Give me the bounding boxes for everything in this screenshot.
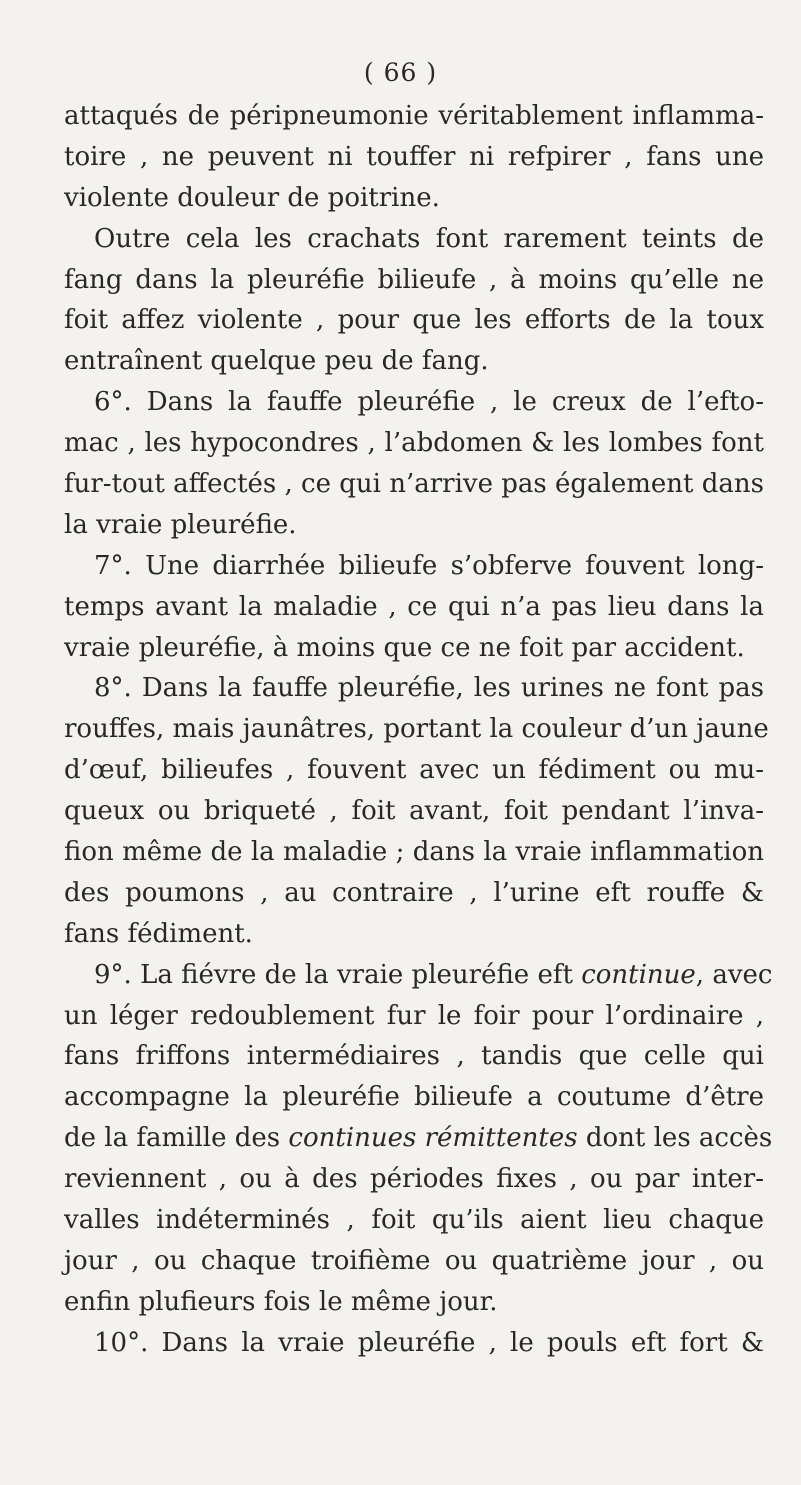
text-run: violente douleur de poitrine. <box>64 182 440 213</box>
text-line <box>64 1282 764 1323</box>
text-line <box>64 464 764 505</box>
text-line <box>64 423 764 464</box>
text-line <box>64 96 764 137</box>
text-run: 7°. Une diarrhée bilieufe s’obferve fouvent long- <box>94 550 764 581</box>
text-run: , avec <box>695 959 773 990</box>
italic-text: continues rémittentes <box>288 1123 578 1154</box>
text-run: vraie pleuréfie, à moins que ce ne foit par accident. <box>64 632 745 663</box>
text-line <box>64 996 764 1037</box>
text-line <box>64 1036 764 1077</box>
text-line <box>64 1118 773 1159</box>
text-line <box>64 873 764 914</box>
text-line <box>64 382 764 423</box>
text-run: 8°. Dans la fauffe pleuréfie, les urines ne font pas <box>94 673 764 704</box>
text-run: fans friffons intermédiaires , tandis que celle qui <box>64 1041 764 1072</box>
text-run: un léger redoublement fur le foir pour l’ordinaire , <box>64 1000 764 1031</box>
text-line <box>64 750 764 791</box>
text-run: attaqués de péripneumonie véritablement inflamma- <box>64 101 764 131</box>
italic-text: continue <box>581 959 696 990</box>
text-run: jour , ou chaque troifième ou quatrième jour , ou <box>64 1245 764 1276</box>
text-run: dont les accès <box>577 1123 773 1154</box>
text-run: fion même de la maladie ; dans la vraie inflammation <box>64 837 764 868</box>
text-line <box>64 914 764 955</box>
text-line <box>64 1159 764 1200</box>
text-line <box>64 178 764 219</box>
text-line <box>64 300 764 341</box>
text-line <box>64 668 764 709</box>
text-line <box>64 628 764 669</box>
text-run: 10°. Dans la vraie pleuréfie , le pouls eft fort & <box>94 1327 764 1358</box>
text-line <box>64 1077 764 1118</box>
text-run: foit affez violente , pour que les efforts de la toux <box>64 305 764 336</box>
text-run: fans fédiment. <box>64 918 253 949</box>
text-line <box>64 546 764 587</box>
text-run: d’œuf, bilieufes , fouvent avec un fédiment ou mu- <box>64 755 764 786</box>
text-run: entraînent quelque peu de fang. <box>64 346 489 377</box>
text-line <box>64 137 764 178</box>
text-run: 9°. La fiévre de la vraie pleuréfie eft <box>94 959 582 990</box>
text-run: fang dans la pleuréfie bilieufe , à moins qu’elle ne <box>64 264 764 295</box>
text-run: toire , ne peuvent ni touffer ni refpirer , fans une <box>64 141 764 172</box>
text-line <box>64 1241 764 1282</box>
text-line <box>64 341 764 382</box>
text-run: queux ou briqueté , foit avant, foit pendant l’inva- <box>64 796 764 827</box>
text-run: accompagne la pleuréfie bilieufe a coutume d’être <box>64 1082 764 1113</box>
text-line <box>64 260 764 301</box>
text-line <box>64 587 764 628</box>
text-run: la vraie pleuréfie. <box>64 509 297 540</box>
text-line <box>64 1323 764 1364</box>
text-line <box>64 832 764 873</box>
text-run: valles indéterminés , foit qu’ils aient lieu chaque <box>64 1205 764 1236</box>
text-run: des poumons , au contraire , l’urine eft rouffe & <box>64 877 764 908</box>
text-line <box>64 219 764 260</box>
text-run: Outre cela les crachats font rarement teints de <box>94 223 764 254</box>
text-line <box>64 1200 764 1241</box>
text-run: mac , les hypocondres , l’abdomen & les lombes font <box>64 428 764 459</box>
text-run: rouffes, mais jaunâtres, portant la couleur d’un jaune <box>64 714 769 745</box>
text-run: fur-tout affectés , ce qui n’arrive pas également dans <box>64 469 764 500</box>
text-run: 6°. Dans la fauffe pleuréfie , le creux de l’efto- <box>94 387 764 418</box>
text-line <box>64 709 769 750</box>
text-line <box>64 505 764 546</box>
text-line <box>64 791 764 832</box>
text-run: de la famille des <box>64 1123 289 1154</box>
body-text <box>64 96 773 1364</box>
text-run: enfin plufieurs fois le même jour. <box>64 1286 498 1317</box>
text-line <box>64 955 773 996</box>
text-run: temps avant la maladie , ce qui n’a pas lieu dans la <box>64 591 764 622</box>
page-number: ( 66 ) <box>363 58 438 87</box>
text-run: reviennent , ou à des périodes fixes , ou par inter- <box>64 1164 764 1195</box>
